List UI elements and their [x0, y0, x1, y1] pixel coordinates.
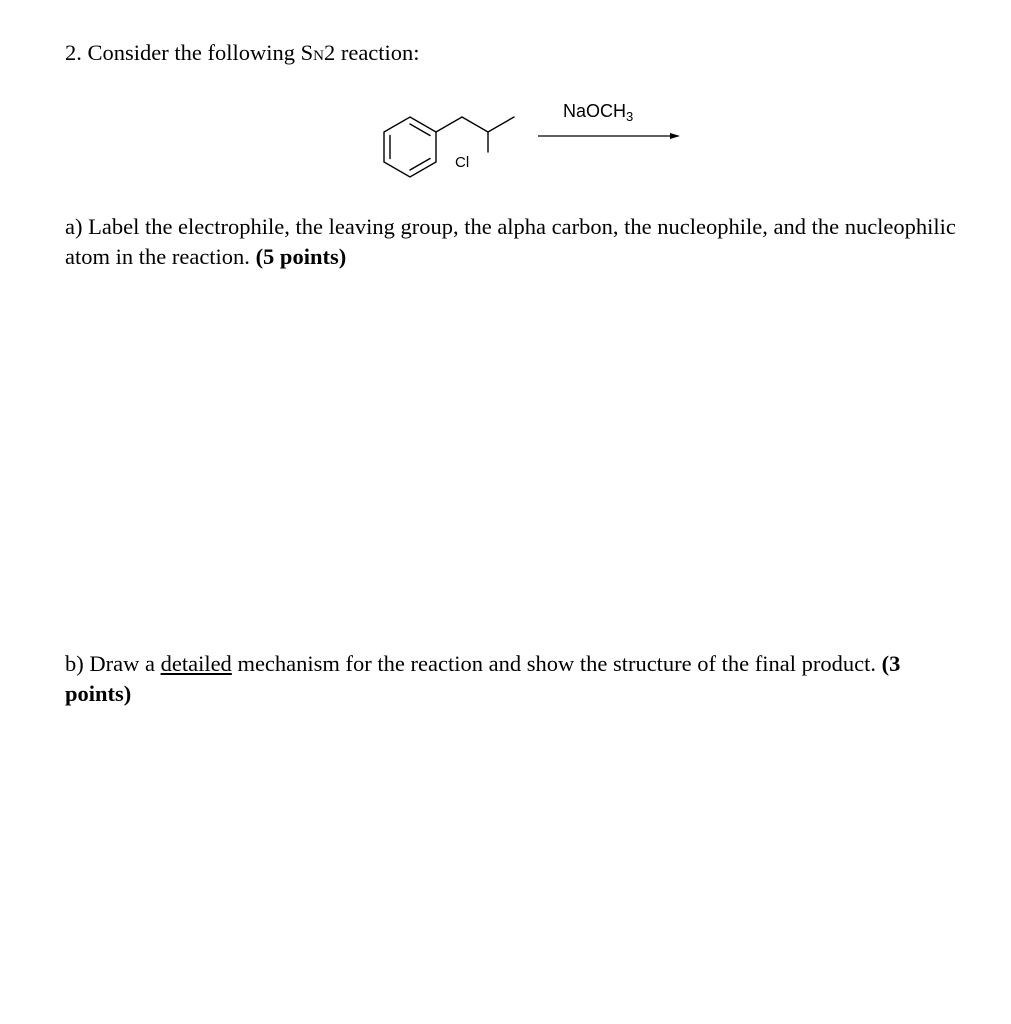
question-suffix: 2 reaction: [323, 40, 420, 65]
part-b-text-after: mechanism for the reaction and show the structure of the final product. [237, 651, 876, 676]
reagent-subscript: 3 [626, 109, 634, 124]
part-b-text-before: b) Draw a [65, 651, 155, 676]
part-a-question [65, 212, 965, 272]
question-subscript: N [313, 48, 324, 64]
bond-chcl-ch3 [488, 117, 514, 132]
bond-ch2-chcl [462, 117, 488, 132]
benzene-ring [384, 117, 436, 177]
ring-double-bond-1 [410, 124, 430, 136]
part-b-points: (3 points) [65, 651, 901, 706]
reagent-label [563, 100, 633, 128]
part-b-question [65, 649, 965, 709]
bond-ring-ch2 [436, 117, 462, 132]
part-a-text: a) Label the electrophile, the leaving group, the alpha carbon, the nucleophile, and the nucleophilic atom in the reaction. [65, 214, 956, 269]
benzene-hexagon [384, 117, 436, 177]
reaction-drawing [0, 0, 1011, 200]
question-prefix: Consider the following S [87, 40, 314, 65]
chlorine-label: Cl [455, 154, 470, 171]
ring-double-bond-2 [410, 159, 430, 171]
part-a-points: (5 points) [255, 244, 347, 269]
reaction-scheme [0, 0, 1011, 200]
side-chain [436, 117, 514, 152]
reaction-arrow-head [670, 133, 680, 139]
part-b-emphasis: detailed [160, 651, 232, 676]
reagent-main: NaOCH [563, 101, 627, 121]
question-number: 2. [65, 40, 82, 65]
